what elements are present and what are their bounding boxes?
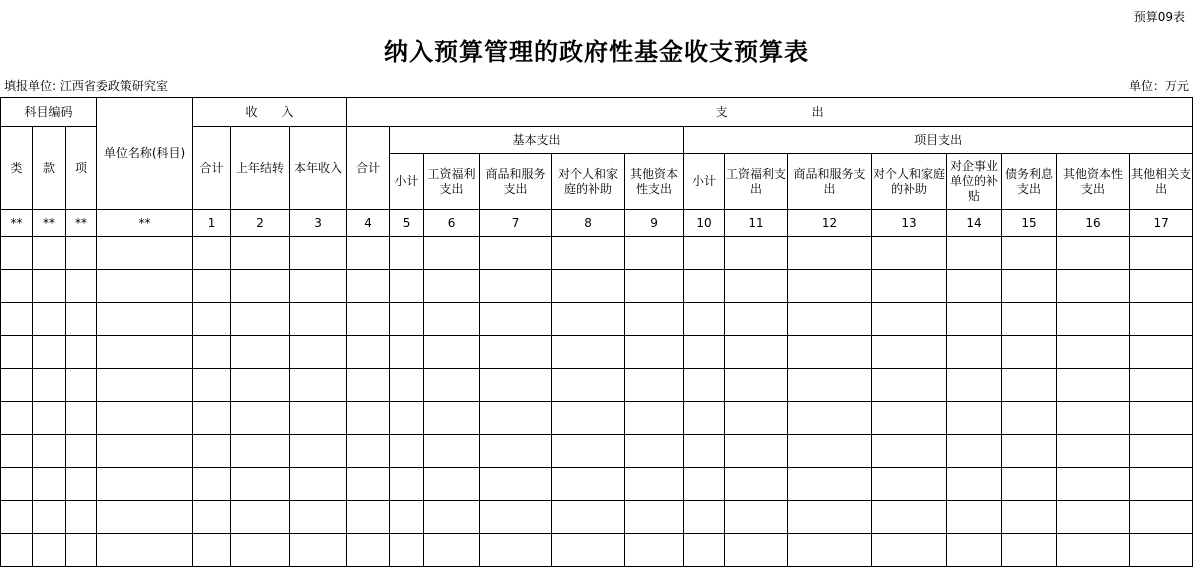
table-cell[interactable]: [1057, 303, 1130, 336]
table-cell[interactable]: [625, 270, 684, 303]
table-cell[interactable]: [788, 303, 872, 336]
table-cell[interactable]: [788, 369, 872, 402]
project-enterprise-subsidy-header: 对企事业单位的补贴: [947, 154, 1002, 210]
table-cell[interactable]: [625, 402, 684, 435]
table-cell[interactable]: [625, 435, 684, 468]
table-cell[interactable]: [1130, 303, 1193, 336]
table-cell[interactable]: [872, 237, 947, 270]
table-cell[interactable]: [1, 303, 33, 336]
table-cell[interactable]: [1057, 369, 1130, 402]
table-cell[interactable]: [390, 402, 424, 435]
index-cell: 13: [872, 210, 947, 237]
table-cell[interactable]: [872, 501, 947, 534]
table-cell[interactable]: [231, 435, 290, 468]
table-cell[interactable]: [1, 468, 33, 501]
xiang-header: 项: [66, 127, 97, 210]
table-row: [1, 303, 1193, 336]
table-cell[interactable]: [390, 468, 424, 501]
table-cell[interactable]: [290, 303, 347, 336]
index-row: [1, 210, 1193, 237]
table-cell[interactable]: [1130, 237, 1193, 270]
table-cell[interactable]: [872, 468, 947, 501]
table-cell[interactable]: [552, 435, 625, 468]
table-cell[interactable]: [390, 501, 424, 534]
table-cell[interactable]: [552, 402, 625, 435]
index-cell: **: [33, 210, 66, 237]
index-cell: **: [1, 210, 33, 237]
table-cell[interactable]: [390, 435, 424, 468]
table-cell[interactable]: [725, 501, 788, 534]
income-header: 收 入: [193, 98, 347, 127]
table-cell[interactable]: [33, 369, 66, 402]
table-cell[interactable]: [947, 303, 1002, 336]
table-cell[interactable]: [725, 303, 788, 336]
index-cell: 5: [390, 210, 424, 237]
table-cell[interactable]: [1130, 336, 1193, 369]
table-cell[interactable]: [1, 270, 33, 303]
table-cell[interactable]: [33, 435, 66, 468]
table-cell[interactable]: [1002, 270, 1057, 303]
table-cell[interactable]: [290, 435, 347, 468]
table-cell[interactable]: [347, 336, 390, 369]
table-cell[interactable]: [947, 402, 1002, 435]
table-cell[interactable]: [725, 534, 788, 567]
basic-goods-services-header: 商品和服务支出: [480, 154, 552, 210]
table-cell[interactable]: [347, 369, 390, 402]
table-cell[interactable]: [1, 336, 33, 369]
table-cell[interactable]: [97, 369, 193, 402]
table-cell[interactable]: [424, 402, 480, 435]
table-body: [1, 237, 1193, 567]
table-cell[interactable]: [66, 534, 97, 567]
table-cell[interactable]: [788, 270, 872, 303]
table-cell[interactable]: [625, 303, 684, 336]
table-cell[interactable]: [97, 237, 193, 270]
table-cell[interactable]: [1002, 534, 1057, 567]
table-cell[interactable]: [788, 336, 872, 369]
table-cell[interactable]: [193, 534, 231, 567]
index-cell: **: [97, 210, 193, 237]
table-cell[interactable]: [480, 303, 552, 336]
project-subtotal-header: 小计: [684, 154, 725, 210]
table-cell[interactable]: [97, 501, 193, 534]
table-cell[interactable]: [290, 369, 347, 402]
table-cell[interactable]: [390, 369, 424, 402]
table-cell[interactable]: [684, 336, 725, 369]
table-cell[interactable]: [947, 270, 1002, 303]
table-cell[interactable]: [347, 303, 390, 336]
table-cell[interactable]: [725, 369, 788, 402]
index-cell: 3: [290, 210, 347, 237]
table-cell[interactable]: [33, 303, 66, 336]
table-cell[interactable]: [1130, 435, 1193, 468]
table-cell[interactable]: [1002, 501, 1057, 534]
table-cell[interactable]: [66, 435, 97, 468]
table-cell[interactable]: [193, 468, 231, 501]
table-cell[interactable]: [947, 369, 1002, 402]
table-cell[interactable]: [788, 534, 872, 567]
table-row: [1, 534, 1193, 567]
table-cell[interactable]: [684, 468, 725, 501]
table-cell[interactable]: [684, 402, 725, 435]
table-cell[interactable]: [725, 435, 788, 468]
table-cell[interactable]: [1002, 402, 1057, 435]
table-cell[interactable]: [1057, 402, 1130, 435]
index-cell: 7: [480, 210, 552, 237]
basic-subtotal-header: 小计: [390, 154, 424, 210]
kuan-header: 款: [33, 127, 66, 210]
table-cell[interactable]: [552, 336, 625, 369]
table-cell[interactable]: [424, 501, 480, 534]
project-debt-interest-header: 债务利息支出: [1002, 154, 1057, 210]
table-cell[interactable]: [347, 534, 390, 567]
table-cell[interactable]: [1002, 336, 1057, 369]
page-title: 纳入预算管理的政府性基金收支预算表: [384, 37, 809, 66]
unit-name-header: 单位名称(科目): [97, 98, 193, 210]
table-cell[interactable]: [97, 402, 193, 435]
basic-expenditure-header: 基本支出: [390, 127, 684, 154]
table-cell[interactable]: [552, 237, 625, 270]
table-cell[interactable]: [424, 270, 480, 303]
table-row: [1, 402, 1193, 435]
table-cell[interactable]: [193, 237, 231, 270]
table-cell[interactable]: [66, 270, 97, 303]
table-cell[interactable]: [872, 402, 947, 435]
table-cell[interactable]: [1130, 534, 1193, 567]
table-cell[interactable]: [1, 402, 33, 435]
table-cell[interactable]: [788, 402, 872, 435]
table-cell[interactable]: [947, 336, 1002, 369]
index-cell: 12: [788, 210, 872, 237]
table-cell[interactable]: [725, 237, 788, 270]
table-cell[interactable]: [390, 237, 424, 270]
table-cell[interactable]: [66, 336, 97, 369]
index-cell: 10: [684, 210, 725, 237]
table-cell[interactable]: [231, 468, 290, 501]
table-cell[interactable]: [33, 501, 66, 534]
table-cell[interactable]: [347, 468, 390, 501]
expenditure-header: 支 出: [347, 98, 1193, 127]
project-wages-header: 工资福利支出: [725, 154, 788, 210]
currency-unit: 单位：万元: [1128, 79, 1189, 93]
table-cell[interactable]: [390, 534, 424, 567]
table-row: [1, 501, 1193, 534]
index-cell: 17: [1130, 210, 1193, 237]
index-cell: 8: [552, 210, 625, 237]
table-cell[interactable]: [1, 435, 33, 468]
table-cell[interactable]: [97, 270, 193, 303]
table-cell[interactable]: [1057, 336, 1130, 369]
table-cell[interactable]: [725, 402, 788, 435]
index-cell: 16: [1057, 210, 1130, 237]
current-year-income-header: 本年收入: [290, 127, 347, 210]
table-cell[interactable]: [193, 435, 231, 468]
expenditure-total-header: 合计: [347, 127, 390, 210]
form-code: 预算09表: [1133, 10, 1185, 24]
table-cell[interactable]: [480, 369, 552, 402]
table-cell[interactable]: [231, 369, 290, 402]
table-cell[interactable]: [97, 336, 193, 369]
subject-code-header: 科目编码: [1, 98, 97, 127]
table-cell[interactable]: [480, 402, 552, 435]
table-cell[interactable]: [193, 336, 231, 369]
table-cell[interactable]: [231, 501, 290, 534]
table-cell[interactable]: [33, 270, 66, 303]
table-cell[interactable]: [872, 270, 947, 303]
table-cell[interactable]: [347, 501, 390, 534]
project-expenditure-header: 项目支出: [684, 127, 1193, 154]
table-cell[interactable]: [552, 369, 625, 402]
table-cell[interactable]: [290, 237, 347, 270]
table-cell[interactable]: [625, 369, 684, 402]
table-cell[interactable]: [290, 468, 347, 501]
index-cell: **: [66, 210, 97, 237]
reporting-unit: 填报单位: 江西省委政策研究室: [4, 79, 168, 93]
table-cell[interactable]: [872, 303, 947, 336]
basic-wages-header: 工资福利支出: [424, 154, 480, 210]
table-cell[interactable]: [1002, 369, 1057, 402]
table-cell[interactable]: [1057, 468, 1130, 501]
table-cell[interactable]: [684, 303, 725, 336]
table-cell[interactable]: [193, 270, 231, 303]
index-cell: 1: [193, 210, 231, 237]
table-cell[interactable]: [480, 468, 552, 501]
table-cell[interactable]: [480, 534, 552, 567]
table-cell[interactable]: [480, 270, 552, 303]
table-cell[interactable]: [872, 336, 947, 369]
table-cell[interactable]: [684, 270, 725, 303]
table-cell[interactable]: [33, 336, 66, 369]
table-cell[interactable]: [424, 303, 480, 336]
table-cell[interactable]: [33, 468, 66, 501]
index-cell: 11: [725, 210, 788, 237]
table-cell[interactable]: [480, 237, 552, 270]
table-cell[interactable]: [97, 534, 193, 567]
table-cell[interactable]: [1, 369, 33, 402]
table-cell[interactable]: [231, 237, 290, 270]
table-cell[interactable]: [424, 336, 480, 369]
table-cell[interactable]: [66, 501, 97, 534]
table-cell[interactable]: [1002, 237, 1057, 270]
last-year-carryover-header: 上年结转: [231, 127, 290, 210]
table-cell[interactable]: [625, 468, 684, 501]
table-cell[interactable]: [66, 402, 97, 435]
table-cell[interactable]: [552, 303, 625, 336]
table-cell[interactable]: [1057, 435, 1130, 468]
table-cell[interactable]: [347, 402, 390, 435]
table-cell[interactable]: [1002, 468, 1057, 501]
index-cell: 9: [625, 210, 684, 237]
table-cell[interactable]: [231, 336, 290, 369]
table-row: [1, 336, 1193, 369]
table-cell[interactable]: [193, 402, 231, 435]
project-other-capital-header: 其他资本性支出: [1057, 154, 1130, 210]
table-cell[interactable]: [390, 303, 424, 336]
table-cell[interactable]: [1057, 534, 1130, 567]
table-cell[interactable]: [347, 237, 390, 270]
table-cell[interactable]: [788, 501, 872, 534]
table-cell[interactable]: [97, 303, 193, 336]
table-cell[interactable]: [290, 501, 347, 534]
table-cell[interactable]: [231, 270, 290, 303]
table-cell[interactable]: [33, 402, 66, 435]
table-cell[interactable]: [193, 501, 231, 534]
table-cell[interactable]: [552, 270, 625, 303]
table-cell[interactable]: [33, 237, 66, 270]
project-other-related-header: 其他相关支出: [1130, 154, 1193, 210]
table-cell[interactable]: [193, 369, 231, 402]
table-cell[interactable]: [872, 435, 947, 468]
table-cell[interactable]: [33, 534, 66, 567]
table-cell[interactable]: [725, 468, 788, 501]
table-cell[interactable]: [390, 270, 424, 303]
table-cell[interactable]: [947, 468, 1002, 501]
index-cell: 4: [347, 210, 390, 237]
index-cell: 15: [1002, 210, 1057, 237]
table-cell[interactable]: [872, 534, 947, 567]
table-cell[interactable]: [290, 270, 347, 303]
table-cell[interactable]: [1002, 303, 1057, 336]
index-cell: 14: [947, 210, 1002, 237]
table-cell[interactable]: [625, 237, 684, 270]
project-goods-services-header: 商品和服务支出: [788, 154, 872, 210]
table-cell[interactable]: [480, 336, 552, 369]
table-cell[interactable]: [424, 534, 480, 567]
table-cell[interactable]: [390, 336, 424, 369]
table-cell[interactable]: [290, 402, 347, 435]
table-cell[interactable]: [424, 468, 480, 501]
table-row: [1, 468, 1193, 501]
table-cell[interactable]: [66, 468, 97, 501]
table-cell[interactable]: [1130, 270, 1193, 303]
table-cell[interactable]: [625, 501, 684, 534]
table-cell[interactable]: [684, 534, 725, 567]
table-cell[interactable]: [1, 534, 33, 567]
table-cell[interactable]: [66, 237, 97, 270]
table-row: [1, 237, 1193, 270]
table-cell[interactable]: [1057, 237, 1130, 270]
table-cell[interactable]: [1130, 501, 1193, 534]
table-cell[interactable]: [424, 369, 480, 402]
table-cell[interactable]: [947, 237, 1002, 270]
table-cell[interactable]: [1130, 369, 1193, 402]
lei-header: 类: [1, 127, 33, 210]
basic-household-subsidy-header: 对个人和家庭的补助: [552, 154, 625, 210]
budget-table: [0, 97, 1193, 567]
project-household-subsidy-header: 对个人和家庭的补助: [872, 154, 947, 210]
table-cell[interactable]: [552, 534, 625, 567]
table-cell[interactable]: [625, 534, 684, 567]
table-row: [1, 270, 1193, 303]
table-cell[interactable]: [66, 369, 97, 402]
table-cell[interactable]: [424, 237, 480, 270]
table-cell[interactable]: [684, 369, 725, 402]
income-total-header: 合计: [193, 127, 231, 210]
table-cell[interactable]: [788, 237, 872, 270]
table-cell[interactable]: [97, 435, 193, 468]
table-cell[interactable]: [1057, 270, 1130, 303]
table-cell[interactable]: [1057, 501, 1130, 534]
table-cell[interactable]: [788, 468, 872, 501]
table-cell[interactable]: [347, 270, 390, 303]
table-cell[interactable]: [684, 501, 725, 534]
table-cell[interactable]: [290, 534, 347, 567]
table-cell[interactable]: [231, 402, 290, 435]
table-cell[interactable]: [347, 435, 390, 468]
table-cell[interactable]: [97, 468, 193, 501]
table-cell[interactable]: [1002, 435, 1057, 468]
index-cell: 2: [231, 210, 290, 237]
table-cell[interactable]: [872, 369, 947, 402]
table-cell[interactable]: [480, 501, 552, 534]
table-cell[interactable]: [725, 336, 788, 369]
table-cell[interactable]: [1, 237, 33, 270]
table-cell[interactable]: [947, 435, 1002, 468]
table-cell[interactable]: [625, 336, 684, 369]
table-cell[interactable]: [424, 435, 480, 468]
table-cell[interactable]: [684, 435, 725, 468]
table-cell[interactable]: [947, 501, 1002, 534]
table-cell[interactable]: [66, 303, 97, 336]
table-cell[interactable]: [552, 468, 625, 501]
table-cell[interactable]: [947, 534, 1002, 567]
table-row: [1, 435, 1193, 468]
table-cell[interactable]: [231, 534, 290, 567]
table-cell[interactable]: [193, 303, 231, 336]
table-cell[interactable]: [788, 435, 872, 468]
table-cell[interactable]: [552, 501, 625, 534]
table-row: [1, 369, 1193, 402]
table-cell[interactable]: [480, 435, 552, 468]
table-cell[interactable]: [231, 303, 290, 336]
table-cell[interactable]: [1, 501, 33, 534]
basic-other-capital-header: 其他资本性支出: [625, 154, 684, 210]
table-cell[interactable]: [684, 237, 725, 270]
index-cell: 6: [424, 210, 480, 237]
table-cell[interactable]: [725, 270, 788, 303]
table-cell[interactable]: [1130, 468, 1193, 501]
table-cell[interactable]: [1130, 402, 1193, 435]
table-cell[interactable]: [290, 336, 347, 369]
